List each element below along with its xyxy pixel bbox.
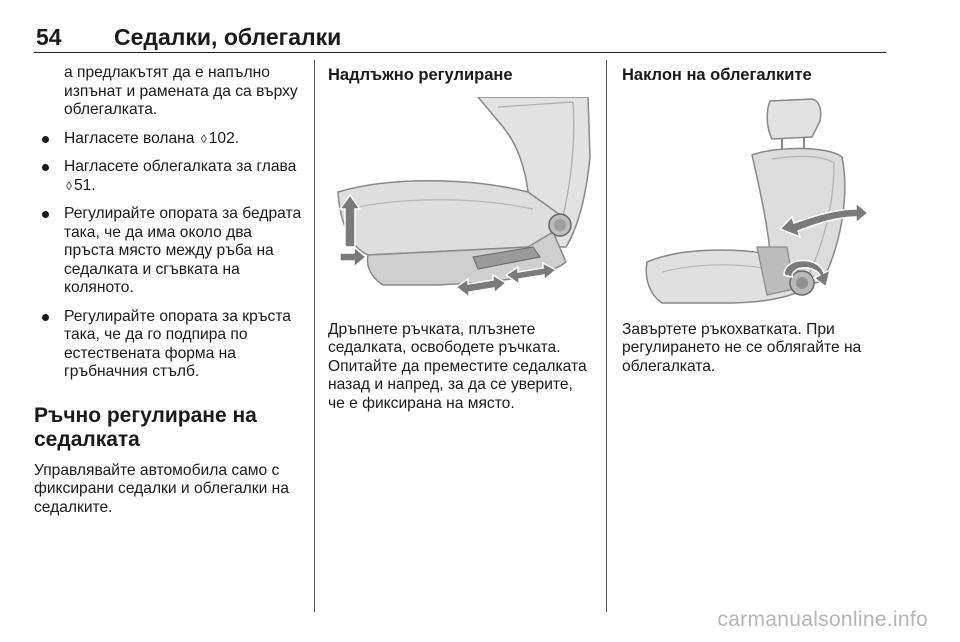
seat-recline-illustration — [622, 97, 888, 307]
section-heading: Ръчно регулиране на седалката — [34, 403, 257, 451]
column-divider-2 — [606, 60, 607, 612]
fore-aft-heading: Надлъжно регулиране — [328, 66, 513, 84]
column-3 — [622, 64, 888, 376]
bullet-text: Регулирайте опората за бедрата така, че да има около два пръста място между ръба на седалката и сгъвката на коляното. — [64, 205, 302, 296]
page-reference-link[interactable]: 102. — [208, 129, 240, 147]
list-item — [34, 130, 304, 149]
column-divider-1 — [314, 60, 315, 612]
page-title: Седалки, облегалки — [114, 24, 342, 50]
page-reference-link[interactable]: 51. — [73, 176, 96, 194]
watermark: carmanualsonline.info — [717, 608, 928, 631]
page-reference-icon: ◊ — [66, 178, 72, 193]
page-reference-icon: ◊ — [200, 131, 207, 146]
page-number: 54 — [36, 24, 62, 50]
list-item — [34, 158, 304, 195]
list-item — [34, 205, 304, 298]
header-divider — [34, 52, 886, 53]
fore-aft-body: Дръпнете ръчката, плъзнете седалката, освободете ръчката. Опитайте да преместите седалката назад и напред, за да се уверите, че е фиксирана на място. — [328, 320, 587, 412]
instruction-list — [34, 130, 304, 382]
bullet-text: Нагласете волана — [64, 129, 195, 147]
recline-heading: Наклон на облегалките — [622, 66, 812, 84]
column-1 — [34, 64, 304, 517]
list-item — [34, 308, 304, 382]
column-2 — [328, 64, 594, 413]
continuation-text: а предлакътят да е напълно изпънат и рамената да са върху облегалката. — [64, 64, 298, 118]
bullet-text: Регулирайте опората за кръста така, че да го подпира по естествената форма на гръбначния стълб. — [64, 307, 291, 380]
page-header — [34, 24, 886, 54]
seat-fore-aft-illustration — [328, 97, 594, 307]
section-body: Управлявайте автомобила само с фиксирани седалки и облегалки на седалките. — [34, 461, 289, 516]
recline-body: Завъртете ръкохватката. При регулирането не се облягайте на облегалката. — [622, 320, 862, 375]
bullet-text: Нагласете облегалката за глава — [64, 158, 297, 175]
